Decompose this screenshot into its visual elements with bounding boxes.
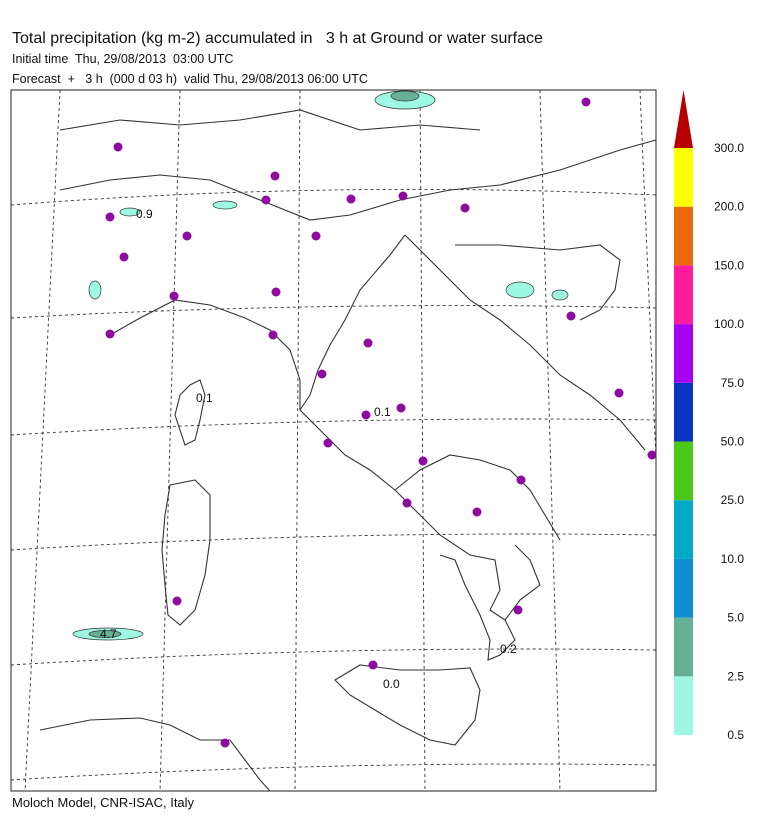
legend-arrow [674, 90, 693, 148]
station-marker [347, 195, 356, 204]
legend-level-label: 150.0 [713, 258, 744, 273]
legend-level-label: 10.0 [720, 551, 744, 566]
legend-level-label: 50.0 [720, 434, 744, 449]
station-marker [364, 339, 373, 348]
legend-swatch [674, 618, 693, 677]
station-marker [106, 213, 115, 222]
station-marker [269, 331, 278, 340]
legend-level-label: 200.0 [713, 199, 744, 214]
contour-label: 0.0 [383, 677, 400, 691]
legend-swatch [674, 265, 693, 324]
legend-level-label: 25.0 [720, 493, 744, 508]
station-marker [114, 143, 123, 152]
legend-level-label: 2.5 [727, 669, 744, 684]
station-marker [397, 404, 406, 413]
legend-swatch [674, 676, 693, 735]
station-marker [183, 232, 192, 241]
map-title: Total precipitation (kg m-2) accumulated in 3 h at Ground or water surface [12, 30, 543, 47]
station-marker [648, 451, 657, 460]
contour-label: 0.1 [374, 405, 391, 419]
station-marker [271, 172, 280, 181]
station-marker [514, 606, 523, 615]
station-marker [170, 292, 179, 301]
contour-label: 0.9 [136, 207, 153, 221]
station-marker [615, 389, 624, 398]
legend-swatch [674, 559, 693, 618]
station-marker [369, 661, 378, 670]
contour-label: 4.7 [100, 627, 117, 641]
contour-label: 0.2 [500, 642, 517, 656]
precip-area-north-italy [213, 201, 237, 209]
station-marker [173, 597, 182, 606]
station-marker [461, 204, 470, 213]
legend-level-label: 300.0 [713, 141, 744, 155]
legend-swatch [674, 207, 693, 266]
precipitation-legend [674, 90, 744, 742]
legend-level-label: 75.0 [720, 375, 744, 390]
contour-label: 0.1 [196, 391, 213, 405]
legend-level-label: 0.5 [727, 728, 744, 742]
station-marker [221, 739, 230, 748]
forecast-valid-time: Forecast + 3 h (000 d 03 h) valid Thu, 29/08/2013 06:00 UTC [12, 72, 368, 86]
precip-area-bosnia-east [552, 290, 568, 300]
station-marker [120, 253, 129, 262]
station-marker [318, 370, 327, 379]
station-marker [312, 232, 321, 241]
legend-level-label: 5.0 [727, 610, 744, 625]
legend-swatch [674, 500, 693, 559]
legend-swatch [674, 442, 693, 501]
legend-swatch [674, 324, 693, 383]
station-marker [262, 196, 271, 205]
station-marker [324, 439, 333, 448]
station-marker [582, 98, 591, 107]
legend-swatch [674, 383, 693, 442]
station-marker [399, 192, 408, 201]
map-frame [11, 90, 656, 791]
legend-swatch [674, 148, 693, 207]
precip-area-bosnia [506, 282, 534, 298]
precip-area-alps-core [391, 91, 419, 101]
station-marker [403, 499, 412, 508]
station-marker [362, 411, 371, 420]
station-marker [517, 476, 526, 485]
station-marker [419, 457, 428, 466]
station-marker [106, 330, 115, 339]
model-credit: Moloch Model, CNR-ISAC, Italy [12, 795, 195, 810]
legend-level-label: 100.0 [713, 317, 744, 332]
station-marker [567, 312, 576, 321]
initial-time: Initial time Thu, 29/08/2013 03:00 UTC [12, 52, 234, 66]
station-marker [272, 288, 281, 297]
precip-area-west-alps [89, 281, 101, 299]
station-marker [473, 508, 482, 517]
